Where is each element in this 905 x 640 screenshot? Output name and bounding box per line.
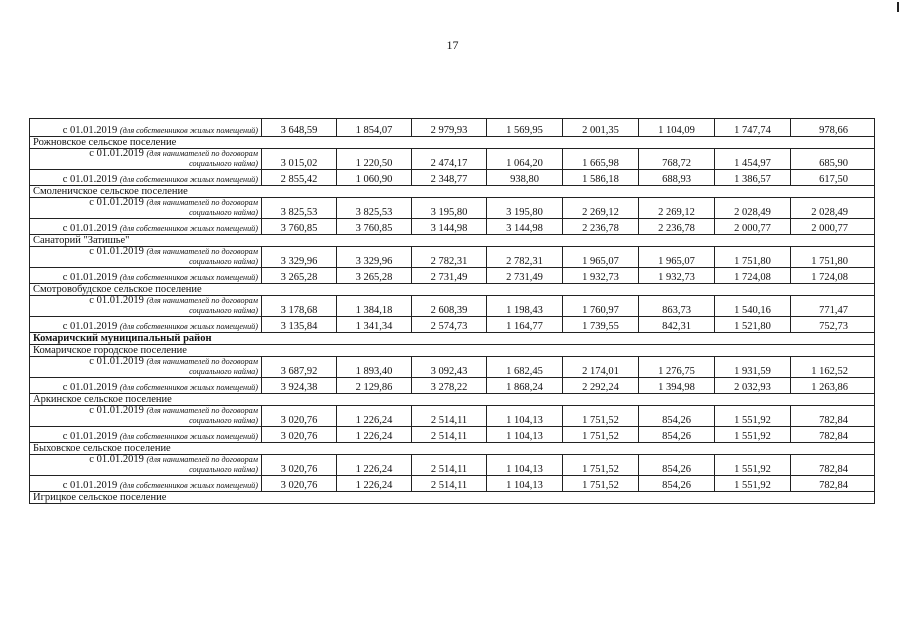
value-cell: 2 028,49 (791, 198, 875, 219)
blank-cell (487, 137, 563, 149)
value-cell: 1 751,52 (563, 476, 639, 492)
value-cell: 782,84 (791, 476, 875, 492)
blank-cell (337, 235, 412, 247)
value-cell: 3 020,76 (262, 406, 337, 427)
value-cell: 1 198,43 (487, 296, 563, 317)
value-cell: 1 751,80 (791, 247, 875, 268)
tenant-row-label: с 01.01.2019 (для нанимателей по договорам социального найма) (30, 149, 262, 170)
value-cell: 2 000,77 (715, 219, 791, 235)
value-cell: 2 032,93 (715, 378, 791, 394)
value-cell: 617,50 (791, 170, 875, 186)
blank-cell (262, 443, 337, 455)
blank-cell (791, 333, 875, 345)
blank-cell (262, 333, 337, 345)
blank-cell (412, 137, 487, 149)
value-cell: 1 551,92 (715, 406, 791, 427)
blank-cell (639, 186, 715, 198)
blank-cell (337, 394, 412, 406)
value-cell: 1 751,52 (563, 406, 639, 427)
settlement-heading: Рожновское сельское поселение (30, 137, 262, 149)
corner-mark (897, 2, 899, 12)
value-cell: 2 574,73 (412, 317, 487, 333)
value-cell: 3 020,76 (262, 427, 337, 443)
value-cell: 938,80 (487, 170, 563, 186)
value-cell: 688,93 (639, 170, 715, 186)
value-cell: 1 104,13 (487, 406, 563, 427)
table-row (30, 119, 875, 137)
value-cell: 2 236,78 (563, 219, 639, 235)
value-cell: 1 104,13 (487, 455, 563, 476)
value-cell: 842,31 (639, 317, 715, 333)
value-cell: 2 000,77 (791, 219, 875, 235)
district-heading: Комаричский муниципальный район (30, 333, 262, 345)
blank-cell (715, 443, 791, 455)
value-cell: 1 521,80 (715, 317, 791, 333)
value-cell: 1 932,73 (639, 268, 715, 284)
blank-cell (563, 333, 639, 345)
blank-cell (563, 492, 639, 504)
value-cell: 782,84 (791, 427, 875, 443)
table-row (30, 492, 875, 504)
blank-cell (791, 137, 875, 149)
table-row (30, 455, 875, 476)
table-row (30, 406, 875, 427)
value-cell: 1 751,52 (563, 455, 639, 476)
value-cell: 3 020,76 (262, 476, 337, 492)
blank-cell (715, 333, 791, 345)
value-cell: 2 129,86 (337, 378, 412, 394)
value-cell: 1 868,24 (487, 378, 563, 394)
table-row (30, 317, 875, 333)
owner-row-label: с 01.01.2019 (для собственников жилых помещений) (30, 476, 262, 492)
value-cell: 3 760,85 (262, 219, 337, 235)
blank-cell (715, 345, 791, 357)
table-row (30, 378, 875, 394)
blank-cell (412, 345, 487, 357)
value-cell: 1 551,92 (715, 427, 791, 443)
table-row (30, 268, 875, 284)
blank-cell (791, 284, 875, 296)
value-cell: 1 104,13 (487, 476, 563, 492)
blank-cell (563, 345, 639, 357)
table-row (30, 235, 875, 247)
blank-cell (563, 443, 639, 455)
table-row (30, 443, 875, 455)
value-cell: 3 329,96 (262, 247, 337, 268)
blank-cell (337, 345, 412, 357)
value-cell: 2 855,42 (262, 170, 337, 186)
owner-row-label: с 01.01.2019 (для собственников жилых помещений) (30, 317, 262, 333)
value-cell: 1 384,18 (337, 296, 412, 317)
tariff-table (29, 118, 875, 504)
value-cell: 1 162,52 (791, 357, 875, 378)
value-cell: 2 174,01 (563, 357, 639, 378)
value-cell: 3 015,02 (262, 149, 337, 170)
blank-cell (487, 492, 563, 504)
blank-cell (487, 333, 563, 345)
blank-cell (715, 492, 791, 504)
value-cell: 3 135,84 (262, 317, 337, 333)
blank-cell (412, 333, 487, 345)
table-row (30, 170, 875, 186)
value-cell: 2 236,78 (639, 219, 715, 235)
value-cell: 3 265,28 (337, 268, 412, 284)
value-cell: 1 394,98 (639, 378, 715, 394)
value-cell: 1 586,18 (563, 170, 639, 186)
value-cell: 1 569,95 (487, 119, 563, 137)
value-cell: 1 965,07 (563, 247, 639, 268)
value-cell: 2 514,11 (412, 476, 487, 492)
value-cell: 1 226,24 (337, 455, 412, 476)
value-cell: 1 164,77 (487, 317, 563, 333)
value-cell: 1 226,24 (337, 427, 412, 443)
value-cell: 3 825,53 (337, 198, 412, 219)
value-cell: 854,26 (639, 455, 715, 476)
value-cell: 1 551,92 (715, 455, 791, 476)
value-cell: 2 514,11 (412, 406, 487, 427)
tenant-row-label: с 01.01.2019 (для нанимателей по договорам социального найма) (30, 296, 262, 317)
blank-cell (262, 284, 337, 296)
blank-cell (715, 284, 791, 296)
value-cell: 2 269,12 (639, 198, 715, 219)
tenant-row-label: с 01.01.2019 (для нанимателей по договорам социального найма) (30, 406, 262, 427)
blank-cell (563, 235, 639, 247)
blank-cell (639, 333, 715, 345)
value-cell: 1 665,98 (563, 149, 639, 170)
blank-cell (563, 284, 639, 296)
blank-cell (487, 186, 563, 198)
value-cell: 782,84 (791, 455, 875, 476)
value-cell: 1 724,08 (791, 268, 875, 284)
value-cell: 1 226,24 (337, 476, 412, 492)
blank-cell (262, 345, 337, 357)
table-row (30, 296, 875, 317)
value-cell: 685,90 (791, 149, 875, 170)
blank-cell (412, 284, 487, 296)
value-cell: 3 144,98 (487, 219, 563, 235)
blank-cell (487, 443, 563, 455)
blank-cell (262, 235, 337, 247)
blank-cell (715, 137, 791, 149)
blank-cell (791, 443, 875, 455)
blank-cell (412, 443, 487, 455)
value-cell: 1 893,40 (337, 357, 412, 378)
value-cell: 2 608,39 (412, 296, 487, 317)
blank-cell (563, 186, 639, 198)
blank-cell (337, 443, 412, 455)
owner-row-label: с 01.01.2019 (для собственников жилых помещений) (30, 378, 262, 394)
blank-cell (791, 235, 875, 247)
table-row (30, 284, 875, 296)
value-cell: 2 292,24 (563, 378, 639, 394)
value-cell: 1 341,34 (337, 317, 412, 333)
blank-cell (715, 394, 791, 406)
value-cell: 3 924,38 (262, 378, 337, 394)
settlement-heading: Комаричское городское поселение (30, 345, 262, 357)
value-cell: 1 751,52 (563, 427, 639, 443)
owner-row-label: с 01.01.2019 (для собственников жилых помещений) (30, 219, 262, 235)
value-cell: 1 739,55 (563, 317, 639, 333)
settlement-heading: Смотровобудское сельское поселение (30, 284, 262, 296)
table-row (30, 198, 875, 219)
value-cell: 3 178,68 (262, 296, 337, 317)
value-cell: 1 104,13 (487, 427, 563, 443)
blank-cell (715, 186, 791, 198)
value-cell: 2 979,93 (412, 119, 487, 137)
table-row (30, 149, 875, 170)
value-cell: 2 731,49 (412, 268, 487, 284)
blank-cell (337, 284, 412, 296)
value-cell: 2 782,31 (412, 247, 487, 268)
value-cell: 1 747,74 (715, 119, 791, 137)
value-cell: 3 760,85 (337, 219, 412, 235)
owner-row-label: с 01.01.2019 (для собственников жилых помещений) (30, 268, 262, 284)
blank-cell (791, 492, 875, 504)
value-cell: 2 514,11 (412, 455, 487, 476)
blank-cell (412, 492, 487, 504)
blank-cell (639, 443, 715, 455)
value-cell: 2 269,12 (563, 198, 639, 219)
value-cell: 1 965,07 (639, 247, 715, 268)
owner-row-label: с 01.01.2019 (для собственников жилых помещений) (30, 427, 262, 443)
blank-cell (337, 137, 412, 149)
owner-row-label: с 01.01.2019 (для собственников жилых помещений) (30, 119, 262, 137)
blank-cell (412, 235, 487, 247)
table-row (30, 186, 875, 198)
value-cell: 854,26 (639, 476, 715, 492)
table-row (30, 345, 875, 357)
tenant-row-label: с 01.01.2019 (для нанимателей по договорам социального найма) (30, 357, 262, 378)
value-cell: 3 265,28 (262, 268, 337, 284)
value-cell: 768,72 (639, 149, 715, 170)
blank-cell (563, 394, 639, 406)
value-cell: 2 782,31 (487, 247, 563, 268)
value-cell: 1 854,07 (337, 119, 412, 137)
table-row (30, 427, 875, 443)
blank-cell (337, 333, 412, 345)
table-row (30, 476, 875, 492)
blank-cell (262, 394, 337, 406)
value-cell: 771,47 (791, 296, 875, 317)
blank-cell (487, 235, 563, 247)
value-cell: 1 386,57 (715, 170, 791, 186)
settlement-heading: Смоленичское сельское поселение (30, 186, 262, 198)
value-cell: 1 932,73 (563, 268, 639, 284)
value-cell: 3 329,96 (337, 247, 412, 268)
blank-cell (791, 394, 875, 406)
blank-cell (337, 492, 412, 504)
blank-cell (639, 394, 715, 406)
tenant-row-label: с 01.01.2019 (для нанимателей по договорам социального найма) (30, 455, 262, 476)
value-cell: 3 278,22 (412, 378, 487, 394)
blank-cell (262, 186, 337, 198)
blank-cell (487, 394, 563, 406)
blank-cell (791, 186, 875, 198)
blank-cell (639, 492, 715, 504)
blank-cell (715, 235, 791, 247)
blank-cell (262, 492, 337, 504)
value-cell: 1 454,97 (715, 149, 791, 170)
value-cell: 3 092,43 (412, 357, 487, 378)
blank-cell (262, 137, 337, 149)
table-row (30, 394, 875, 406)
value-cell: 2 028,49 (715, 198, 791, 219)
blank-cell (563, 137, 639, 149)
value-cell: 3 687,92 (262, 357, 337, 378)
settlement-heading: Быховское сельское поселение (30, 443, 262, 455)
value-cell: 3 020,76 (262, 455, 337, 476)
value-cell: 782,84 (791, 406, 875, 427)
value-cell: 1 104,09 (639, 119, 715, 137)
value-cell: 1 540,16 (715, 296, 791, 317)
value-cell: 1 931,59 (715, 357, 791, 378)
value-cell: 1 276,75 (639, 357, 715, 378)
value-cell: 854,26 (639, 406, 715, 427)
value-cell: 854,26 (639, 427, 715, 443)
value-cell: 752,73 (791, 317, 875, 333)
value-cell: 3 648,59 (262, 119, 337, 137)
value-cell: 978,66 (791, 119, 875, 137)
value-cell: 2 348,77 (412, 170, 487, 186)
value-cell: 1 751,80 (715, 247, 791, 268)
tenant-row-label: с 01.01.2019 (для нанимателей по договорам социального найма) (30, 198, 262, 219)
value-cell: 1 551,92 (715, 476, 791, 492)
value-cell: 3 825,53 (262, 198, 337, 219)
table-row (30, 137, 875, 149)
value-cell: 1 226,24 (337, 406, 412, 427)
settlement-heading: Санаторий "Затишье" (30, 235, 262, 247)
blank-cell (639, 345, 715, 357)
value-cell: 2 474,17 (412, 149, 487, 170)
value-cell: 3 144,98 (412, 219, 487, 235)
table-row (30, 333, 875, 345)
settlement-heading: Игрицкое сельское поселение (30, 492, 262, 504)
table-row (30, 357, 875, 378)
value-cell: 2 731,49 (487, 268, 563, 284)
blank-cell (412, 186, 487, 198)
value-cell: 3 195,80 (412, 198, 487, 219)
value-cell: 1 220,50 (337, 149, 412, 170)
value-cell: 863,73 (639, 296, 715, 317)
tenant-row-label: с 01.01.2019 (для нанимателей по договорам социального найма) (30, 247, 262, 268)
blank-cell (412, 394, 487, 406)
owner-row-label: с 01.01.2019 (для собственников жилых помещений) (30, 170, 262, 186)
value-cell: 1 064,20 (487, 149, 563, 170)
value-cell: 2 001,35 (563, 119, 639, 137)
blank-cell (791, 345, 875, 357)
blank-cell (337, 186, 412, 198)
blank-cell (639, 284, 715, 296)
blank-cell (639, 235, 715, 247)
value-cell: 1 060,90 (337, 170, 412, 186)
value-cell: 1 760,97 (563, 296, 639, 317)
blank-cell (639, 137, 715, 149)
value-cell: 3 195,80 (487, 198, 563, 219)
value-cell: 2 514,11 (412, 427, 487, 443)
settlement-heading: Аркинское сельское поселение (30, 394, 262, 406)
value-cell: 1 724,08 (715, 268, 791, 284)
value-cell: 1 682,45 (487, 357, 563, 378)
table-row (30, 219, 875, 235)
table-row (30, 247, 875, 268)
page-number: 17 (446, 38, 459, 52)
blank-cell (487, 284, 563, 296)
value-cell: 1 263,86 (791, 378, 875, 394)
blank-cell (487, 345, 563, 357)
